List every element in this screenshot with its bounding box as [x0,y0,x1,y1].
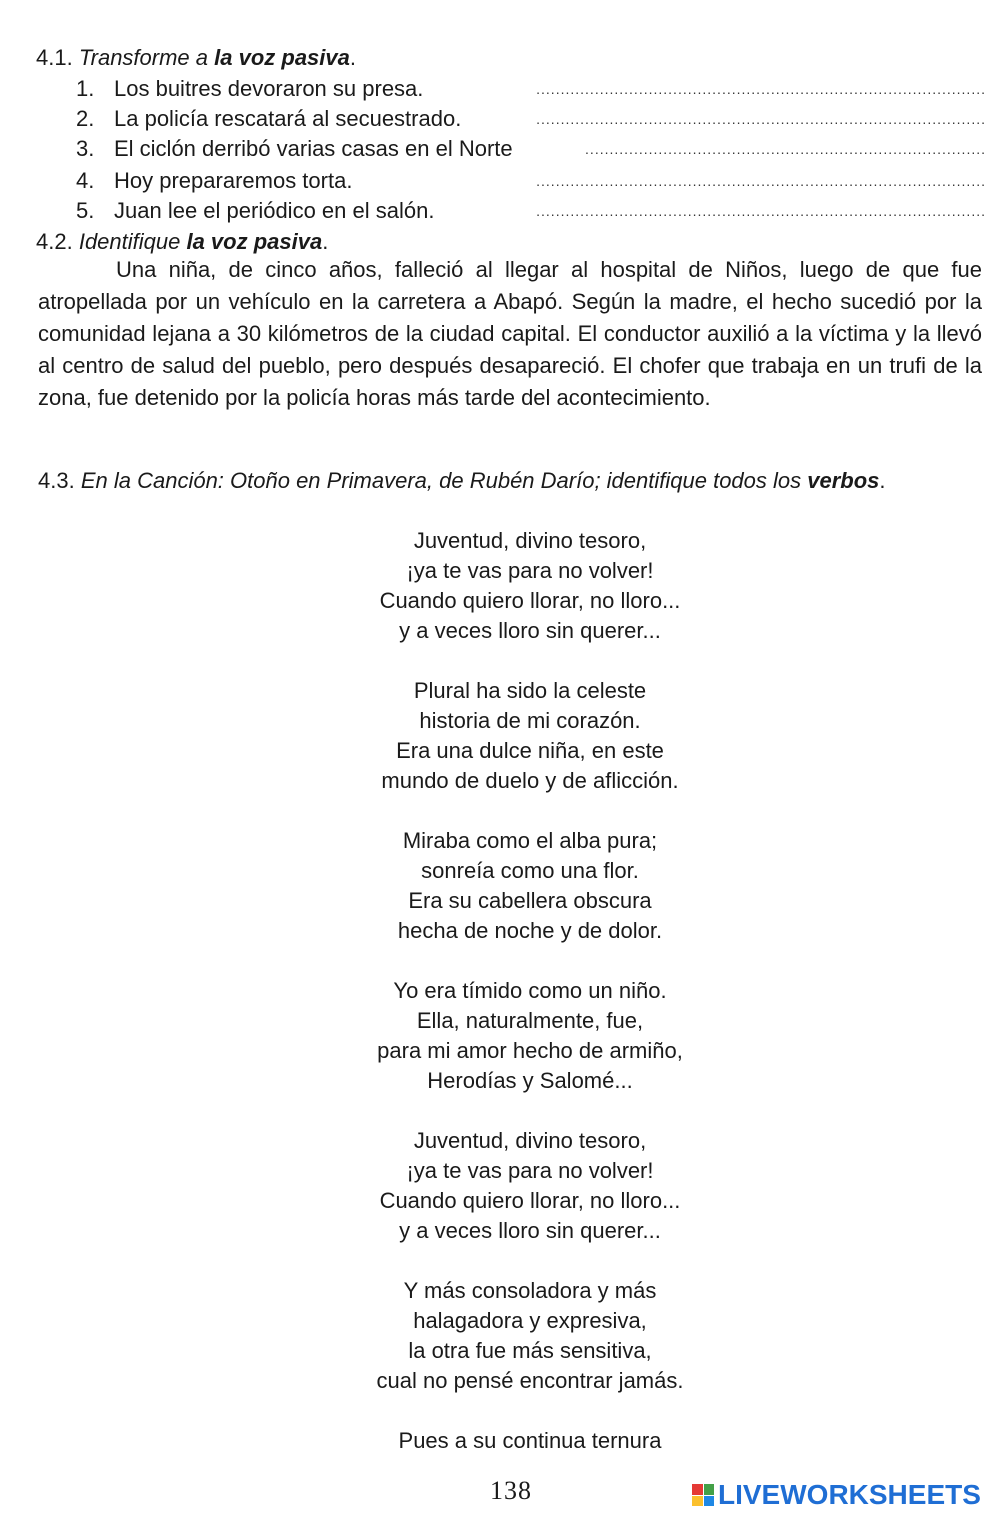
poem-line: y a veces lloro sin querer... [399,1218,661,1243]
poem-line: sonreía como una flor. [421,858,639,883]
poem-line: Y más consoladora y más [403,1278,657,1303]
section-4-1-title-bold: la voz pasiva [214,45,350,70]
poem-stanza [230,1126,830,1246]
section-4-1-number: 4.1. [36,45,73,70]
exercise-sentence: Los buitres devoraron su presa. [114,76,424,101]
poem-line: hecha de noche y de dolor. [397,918,663,943]
poem-line: Herodías y Salomé... [427,1068,633,1093]
answer-blank[interactable]: ............................................................................................ [536,203,986,219]
poem-stanza [230,676,830,796]
exercise-sentence: Juan lee el periódico en el salón. [114,198,435,223]
poem-line: Cuando quiero llorar, no lloro... [379,1188,681,1213]
poem-line: Miraba como el alba pura; [402,828,658,853]
paragraph-text: Una niña, de cinco años, falleció al llegar al hospital de Niños, luego de que fue atropellada por un vehículo en la carretera a Abapó. Según la madre, el hecho sucedió por la comunidad lejana a 30 kilómetros de la ciudad capital. El conductor auxilió a la víctima y la llevó al centro de salud del pueblo, pero después desapareció. El chofer que trabaja en un trufi de la zona, fue detenido por la policía horas más tarde del acontecimiento. [38,257,982,410]
exercise-item: 2. La policía rescatará al secuestrado. ............................................................................................ [76,104,986,134]
section-4-3-intro: 4.3. En la Canción: Otoño en Primavera, de Rubén Darío; identifique todos los verbos. [38,468,886,493]
poem-stanza [230,826,830,946]
section-4-1-title: Transforme a [78,45,215,70]
exercise-item: 5. Juan lee el periódico en el salón. ............................................................................................ [76,196,986,226]
section-4-3-instruction-bold: verbos [807,468,880,493]
liveworksheets-logo-icon [692,1484,714,1506]
answer-blank[interactable]: ............................................................................................ [536,173,986,189]
exercise-item: 4. Hoy prepararemos torta. ............................................................................................ [76,166,986,196]
poem-line: historia de mi corazón. [419,708,641,733]
poem-line: cual no pensé encontrar jamás. [376,1368,684,1393]
poem-line: Ella, naturalmente, fue, [416,1008,644,1033]
brand-name: LIVEWORKSHEETS [718,1479,981,1510]
section-4-2-title: Identifique [78,229,187,254]
poem-line: Juventud, divino tesoro, [413,528,647,553]
poem-line: Era una dulce niña, en este [396,738,664,763]
section-4-3-number: 4.3. [38,468,75,493]
section-4-2-heading: 4.2. Identifique la voz pasiva. [36,229,329,254]
poem-stanza [230,526,830,646]
poem-line: para mi amor hecho de armiño, [377,1038,683,1063]
answer-blank[interactable]: .................................................................................. [585,141,986,157]
poem-stanza [230,976,830,1096]
exercise-item: 1. Los buitres devoraron su presa. ............................................................................................ [76,74,986,104]
liveworksheets-brand [692,1480,981,1510]
exercise-sentence: El ciclón derribó varias casas en el Norte [114,136,513,161]
exercise-item: 3. El ciclón derribó varias casas en el Norte .................................................................................. [76,134,986,164]
section-4-1-heading: 4.1. Transforme a la voz pasiva. [36,45,357,70]
section-4-3-instruction: En la Canción: Otoño en Primavera, de Rubén Darío; identifique todos los [80,468,802,493]
poem [230,526,830,1486]
poem-line: Juventud, divino tesoro, [413,1128,647,1153]
poem-line: Yo era tímido como un niño. [393,978,667,1003]
answer-blank[interactable]: ............................................................................................ [536,81,986,97]
poem-stanza [230,1426,830,1456]
section-4-2-number: 4.2. [36,229,73,254]
poem-line: Plural ha sido la celeste [413,678,647,703]
section-4-2-title-bold: la voz pasiva [186,229,323,254]
poem-line: la otra fue más sensitiva, [408,1338,652,1363]
poem-line: ¡ya te vas para no volver! [406,558,654,583]
exercise-sentence: Hoy prepararemos torta. [114,168,353,193]
poem-line: mundo de duelo y de aflicción. [381,768,679,793]
page-number: 138 [490,1476,532,1505]
poem-line: Era su cabellera obscura [408,888,652,913]
exercise-sentence: La policía rescatará al secuestrado. [114,106,462,131]
news-paragraph [38,254,982,414]
poem-line: ¡ya te vas para no volver! [406,1158,654,1183]
poem-line: y a veces lloro sin querer... [399,618,661,643]
poem-line: Pues a su continua ternura [398,1428,662,1453]
poem-line: halagadora y expresiva, [413,1308,647,1333]
poem-stanza [230,1276,830,1396]
poem-line: Cuando quiero llorar, no lloro... [379,588,681,613]
answer-blank[interactable]: ............................................................................................ [536,111,986,127]
